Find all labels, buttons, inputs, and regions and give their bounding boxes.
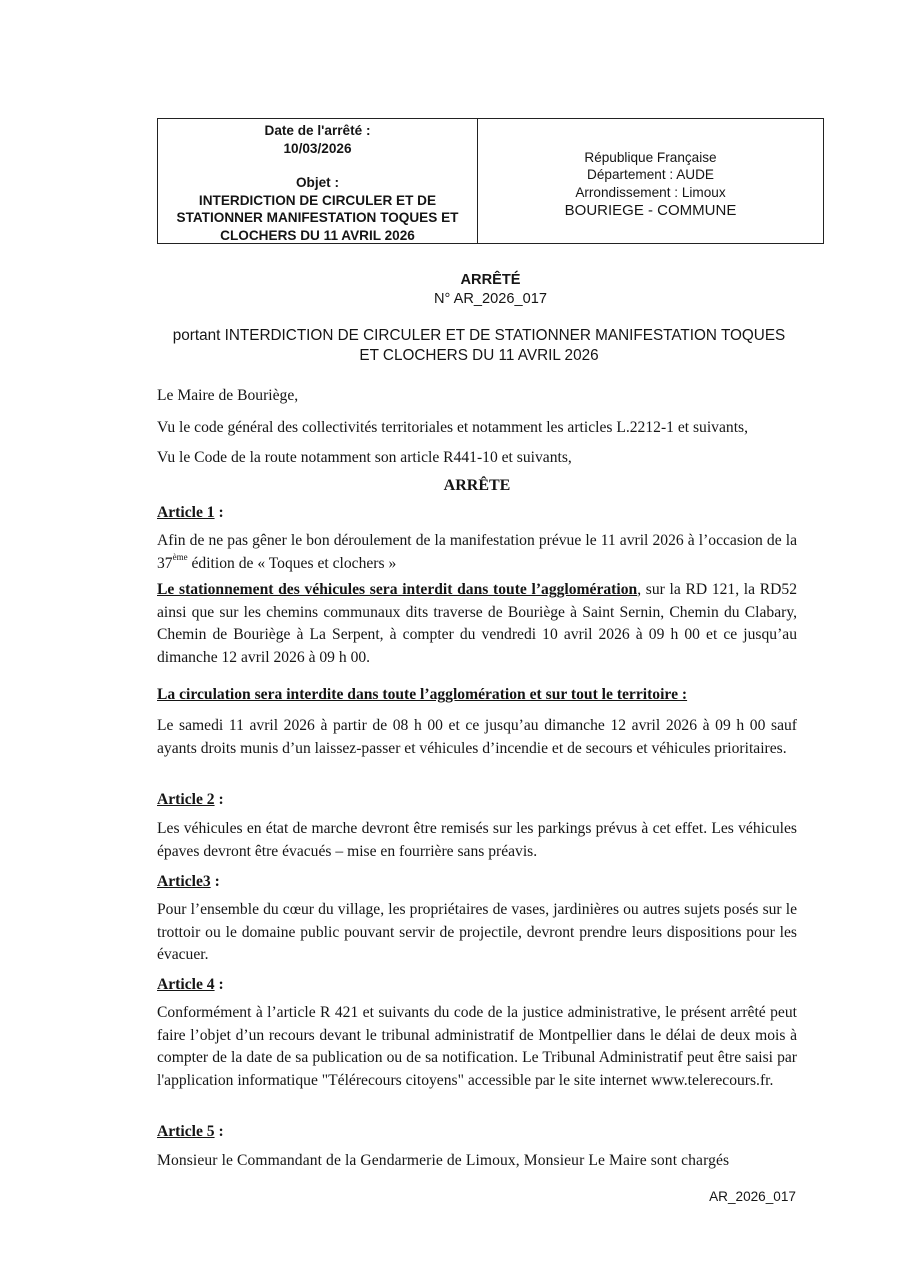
arrete-subject	[157, 326, 801, 365]
objet-line-3: CLOCHERS DU 11 AVRIL 2026	[220, 227, 415, 243]
article-1-paragraph-2	[157, 579, 797, 669]
arrondissement-label: Arrondissement : Limoux	[575, 184, 726, 200]
article-4-heading	[157, 975, 224, 995]
arrete-number: N° AR_2026_017	[434, 291, 547, 307]
arrete-title: ARRÊTÉ	[460, 272, 521, 288]
objet-line-1: INTERDICTION DE CIRCULER ET DE	[198, 192, 437, 208]
vu-code-route-line: Vu le Code de la route notamment son article R441-10 et suivants,	[157, 449, 572, 466]
article-5-heading	[157, 1122, 224, 1142]
article-1-paragraph-4: Le samedi 11 avril 2026 à partir de 08 h 00 et ce jusqu’au dimanche 12 avril 2026 à 09 h 00 sauf ayants droits munis d’un laissez-passer et véhicules d’incendie et de secours et véhicules prioritaires.	[157, 717, 797, 757]
department-label: Département : AUDE	[587, 167, 714, 182]
article-4-title: Article 4	[157, 976, 215, 993]
article-1-heading	[157, 503, 224, 523]
title-block	[157, 271, 824, 309]
maire-line: Le Maire de Bouriège,	[157, 387, 299, 404]
vu-cgct-line: Vu le code général des collectivités territoriales et notamment les articles L.2212-1 et suivants,	[157, 419, 748, 436]
header-box	[157, 118, 824, 244]
article-4-colon: :	[214, 976, 224, 993]
circulation-interdite: La circulation sera interdite dans toute l’agglomération et sur tout le territoire :	[157, 686, 688, 703]
objet-line-2: STATIONNER MANIFESTATION TOQUES ET	[176, 210, 459, 225]
arrete-verb: ARRÊTE	[443, 477, 511, 494]
article-1-colon: :	[214, 504, 224, 521]
article-3-text: Pour l’ensemble du cœur du village, les propriétaires de vases, jardinières ou autres sujets posés sur le trottoir ou le domaine public pouvant servir de projectile, devront prendre leurs dispositions pour les évacuer.	[157, 901, 797, 963]
article-1-paragraph-3	[157, 684, 797, 707]
date-value: 10/03/2026	[283, 140, 352, 156]
article-1-p1-sup: ème	[172, 552, 188, 563]
footer-reference: AR_2026_017	[709, 1189, 796, 1204]
subject-line-1: portant INTERDICTION DE CIRCULER ET DE STATIONNER MANIFESTATION TOQUES	[172, 327, 786, 344]
date-label: Date de l'arrêté :	[264, 123, 371, 138]
article-1-paragraph-1	[157, 530, 797, 575]
article-2-heading	[157, 790, 224, 810]
article-5-colon: :	[214, 1123, 224, 1140]
article-1-p2-rest: , sur la RD 121, la RD52 ainsi que sur les chemins communaux dits traverse de Bouriège à Saint Sernin, Chemin du Clabary, Chemin de Bouriège à La Serpent, à compter du vendredi 10 avril 2026 à 09 h 00 et ce jusqu’au dimanche 12 avril 2026 à 09 h 00.	[157, 581, 798, 666]
article-2-colon: :	[214, 791, 224, 808]
commune-label: BOURIEGE - COMMUNE	[564, 202, 737, 219]
article-1-p1-part2: édition de « Toques et clochers »	[187, 554, 397, 572]
republic-label: République Française	[584, 149, 717, 165]
header-left-cell	[158, 119, 478, 243]
article-2-title: Article 2	[157, 791, 215, 808]
article-1-p1-part1: Afin de ne pas gêner le bon déroulement de la manifestation prévue le 11 avril 2026 à l’occasion de la 37	[157, 532, 797, 572]
article-2-text: Les véhicules en état de marche devront être remisés sur les parkings prévus à cet effet. Les véhicules épaves devront être évacués – mise en fourrière sans préavis.	[157, 820, 797, 860]
stationnement-interdit: Le stationnement des véhicules sera interdit dans toute l’agglomération	[157, 581, 638, 598]
objet-label: Objet :	[295, 175, 340, 190]
subject-line-2: ET CLOCHERS DU 11 AVRIL 2026	[359, 346, 599, 364]
article-5-text: Monsieur le Commandant de la Gendarmerie de Limoux, Monsieur Le Maire sont chargés	[157, 1152, 730, 1169]
article-4-text: Conformément à l’article R 421 et suivants du code de la justice administrative, le présent arrêté peut faire l’objet d’un recours devant le tribunal administratif de Montpellier dans le délai de deux mois à compter de la date de sa publication ou de sa notification. Le Tribunal Administratif peut être saisi par l'application informatique "Télérecours citoyens" accessible par le site internet www.telerecours.fr.	[157, 1004, 797, 1089]
header-right-cell	[478, 119, 823, 243]
article-3-title: Article3	[157, 873, 211, 890]
article-3-heading	[157, 872, 220, 892]
article-5-title: Article 5	[157, 1123, 215, 1140]
article-3-colon: :	[210, 873, 220, 890]
article-1-title: Article 1	[157, 504, 215, 521]
